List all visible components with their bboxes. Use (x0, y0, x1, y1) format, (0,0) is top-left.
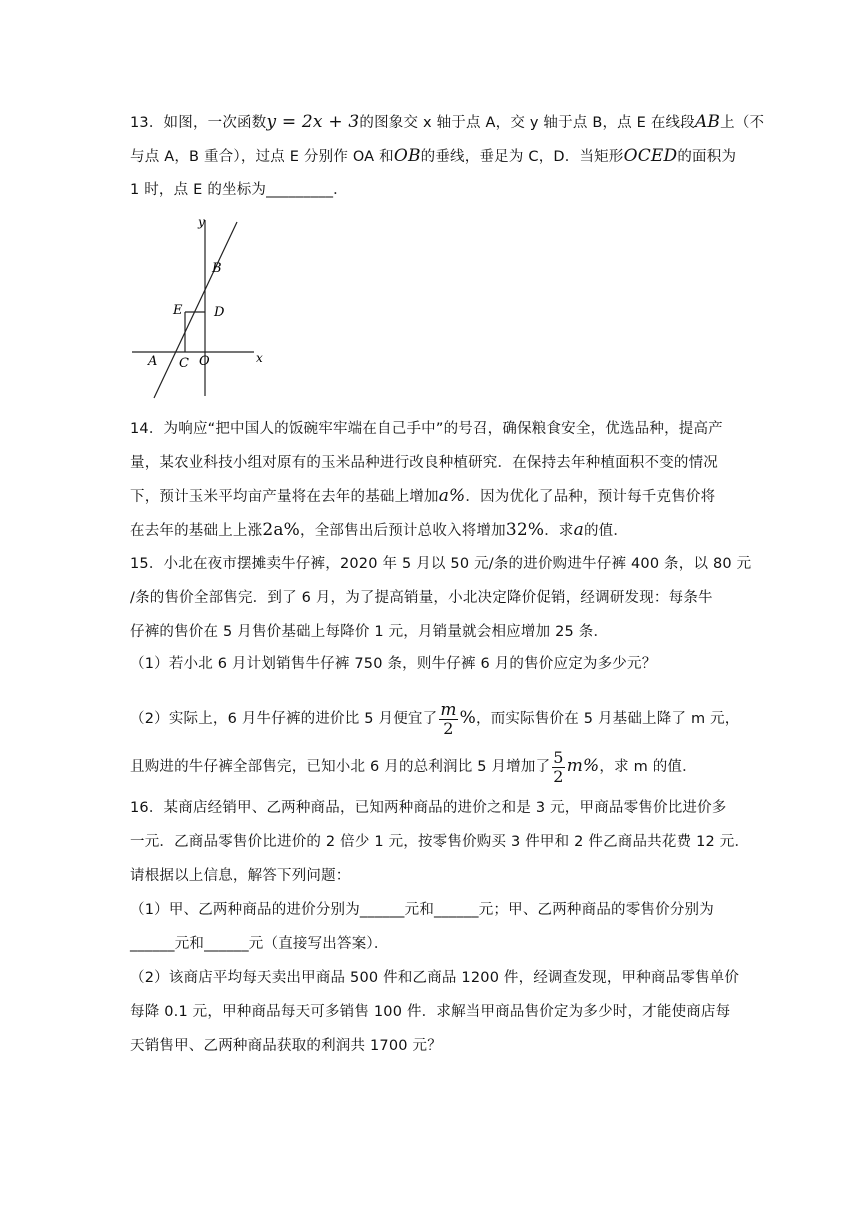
q15-text: ，而实际售价在 5 月基础上降了 m 元， (476, 711, 740, 727)
label-a: A (148, 354, 158, 369)
q15-text: 15．小北在夜市摆摊卖牛仔裤，2020 年 5 月以 50 元/条的进价购进牛仔裤 400 条，以 80 元 (130, 556, 752, 572)
q13-line-1 (130, 112, 764, 133)
q15-part-2 (130, 698, 740, 739)
q14-a-var: a (573, 520, 584, 540)
q14-text: 量，某农业科技小组对原有的玉米品种进行改良种植研究．在保持去年种植面积不变的情况 (130, 455, 718, 471)
q16-text: ______元和______元（直接写出答案）． (130, 936, 389, 952)
q15-text: 仔裤的售价在 5 月售价基础上每降价 1 元，月销量就会相应增加 25 条． (130, 624, 609, 640)
q14-text: ，全部售出后预计总收入将增加 (300, 523, 506, 539)
q15-fraction-5-over-2 (552, 749, 564, 786)
q13-text: 上（不 (720, 115, 765, 131)
q13-formula: y = 2x + 3 (266, 112, 360, 132)
q14-text: 在去年的基础上上涨 (130, 523, 263, 539)
q13-figure (128, 210, 268, 400)
q16-text: 天销售甲、乙两种商品获取的利润共 1700 元？ (130, 1038, 442, 1054)
q15-fraction-m-over-2 (439, 701, 457, 738)
q16-part-1b (130, 934, 389, 954)
q14-text: ．求 (544, 523, 574, 539)
fraction-denominator: 2 (443, 718, 454, 738)
q15-part-2b (130, 746, 697, 787)
q13-segment-ab: AB (694, 112, 721, 132)
q16-part-2a (130, 968, 739, 988)
function-line (154, 222, 237, 398)
q15-line-3 (130, 622, 608, 642)
q14-text: ．因为优化了品种，预计每千克售价将 (465, 489, 716, 505)
q16-line-3 (130, 866, 351, 886)
q14-line-2 (130, 453, 718, 473)
q15-text: 且购进的牛仔裤全部售完，已知小北 6 月的总利润比 5 月增加了 (130, 759, 551, 775)
q16-text: 每降 0.1 元，甲种商品每天可多销售 100 件．求解当甲商品售价定为多少时，才能使商店每 (130, 1004, 731, 1020)
label-y: y (198, 215, 205, 229)
q15-text: （2）实际上，6 月牛仔裤的进价比 5 月便宜了 (130, 711, 438, 727)
q15-percent-sign: % (459, 708, 476, 728)
q14-32-percent: 32% (505, 520, 545, 540)
q16-part-2b (130, 1002, 730, 1022)
q13-line-2 (130, 146, 736, 167)
label-x: x (256, 351, 263, 365)
q14-text: 的值． (583, 523, 629, 539)
q13-text: 的图象交 x 轴于点 A，交 y 轴于点 B，点 E 在线段 (359, 115, 695, 131)
q13-text: 的面积为 (677, 149, 737, 165)
q16-text: （1）甲、乙两种商品的进价分别为______元和______元；甲、乙两种商品的零售价分别为 (130, 902, 714, 918)
q14-line-3 (130, 486, 715, 507)
q15-text: ，求 m 的值． (599, 759, 697, 775)
q16-text: （2）该商店平均每天卖出甲商品 500 件和乙商品 1200 件，经调查发现，甲种商品零售单价 (130, 970, 740, 986)
q16-line-2 (130, 832, 749, 852)
q14-line-4 (130, 520, 628, 541)
q16-line-1 (130, 798, 727, 818)
q13-rectangle-name: OCED (623, 146, 678, 166)
q14-text: 14．为响应“把中国人的饭碗牢牢端在自己手中”的号召，确保粮食安全，优选品种，提高产 (130, 421, 723, 437)
label-e: E (173, 303, 183, 318)
q14-2a-percent: 2a% (262, 520, 301, 540)
fraction-denominator: 2 (553, 766, 564, 786)
q14-text: 下，预计玉米平均亩产量将在去年的基础上增加 (130, 489, 439, 505)
q16-text: 请根据以上信息，解答下列问题： (130, 868, 351, 884)
q13-segment-ob: OB (393, 146, 421, 166)
label-d: D (214, 305, 225, 320)
q16-part-1a (130, 900, 714, 920)
q14-a-percent: a% (438, 486, 466, 506)
q15-line-1 (130, 554, 751, 574)
q16-text: 16．某商店经销甲、乙两种商品，已知两种商品的进价之和是 3 元，甲商品零售价比进价多 (130, 800, 727, 816)
q16-part-2c (130, 1036, 442, 1056)
q13-text: 与点 A，B 重合），过点 E 分别作 OA 和 (130, 149, 394, 165)
q14-line-1 (130, 419, 723, 439)
q13-text: 1 时，点 E 的坐标为_________． (130, 182, 348, 198)
label-b: B (212, 261, 222, 276)
label-o: O (199, 354, 210, 369)
q15-text: /条的售价全部售完．到了 6 月，为了提高销量，小北决定降价促销，经调研发现：每条牛 (130, 590, 713, 606)
q15-part-1 (130, 654, 656, 674)
label-c: C (179, 356, 189, 371)
q13-text: 的垂线，垂足为 C，D．当矩形 (420, 149, 624, 165)
fraction-numerator: m (440, 699, 457, 720)
q16-text: 一元．乙商品零售价比进价的 2 倍少 1 元，按零售价购买 3 件甲和 2 件乙商品共花费 12 元． (130, 834, 750, 850)
q15-text: （1）若小北 6 月计划销售牛仔裤 750 条，则牛仔裤 6 月的售价应定为多少元？ (130, 656, 657, 672)
q13-line-3 (130, 180, 348, 200)
q15-m-percent: m% (566, 756, 600, 776)
q15-line-2 (130, 588, 713, 608)
q13-text: 13．如图，一次函数 (130, 115, 267, 131)
fraction-numerator: 5 (553, 747, 564, 767)
